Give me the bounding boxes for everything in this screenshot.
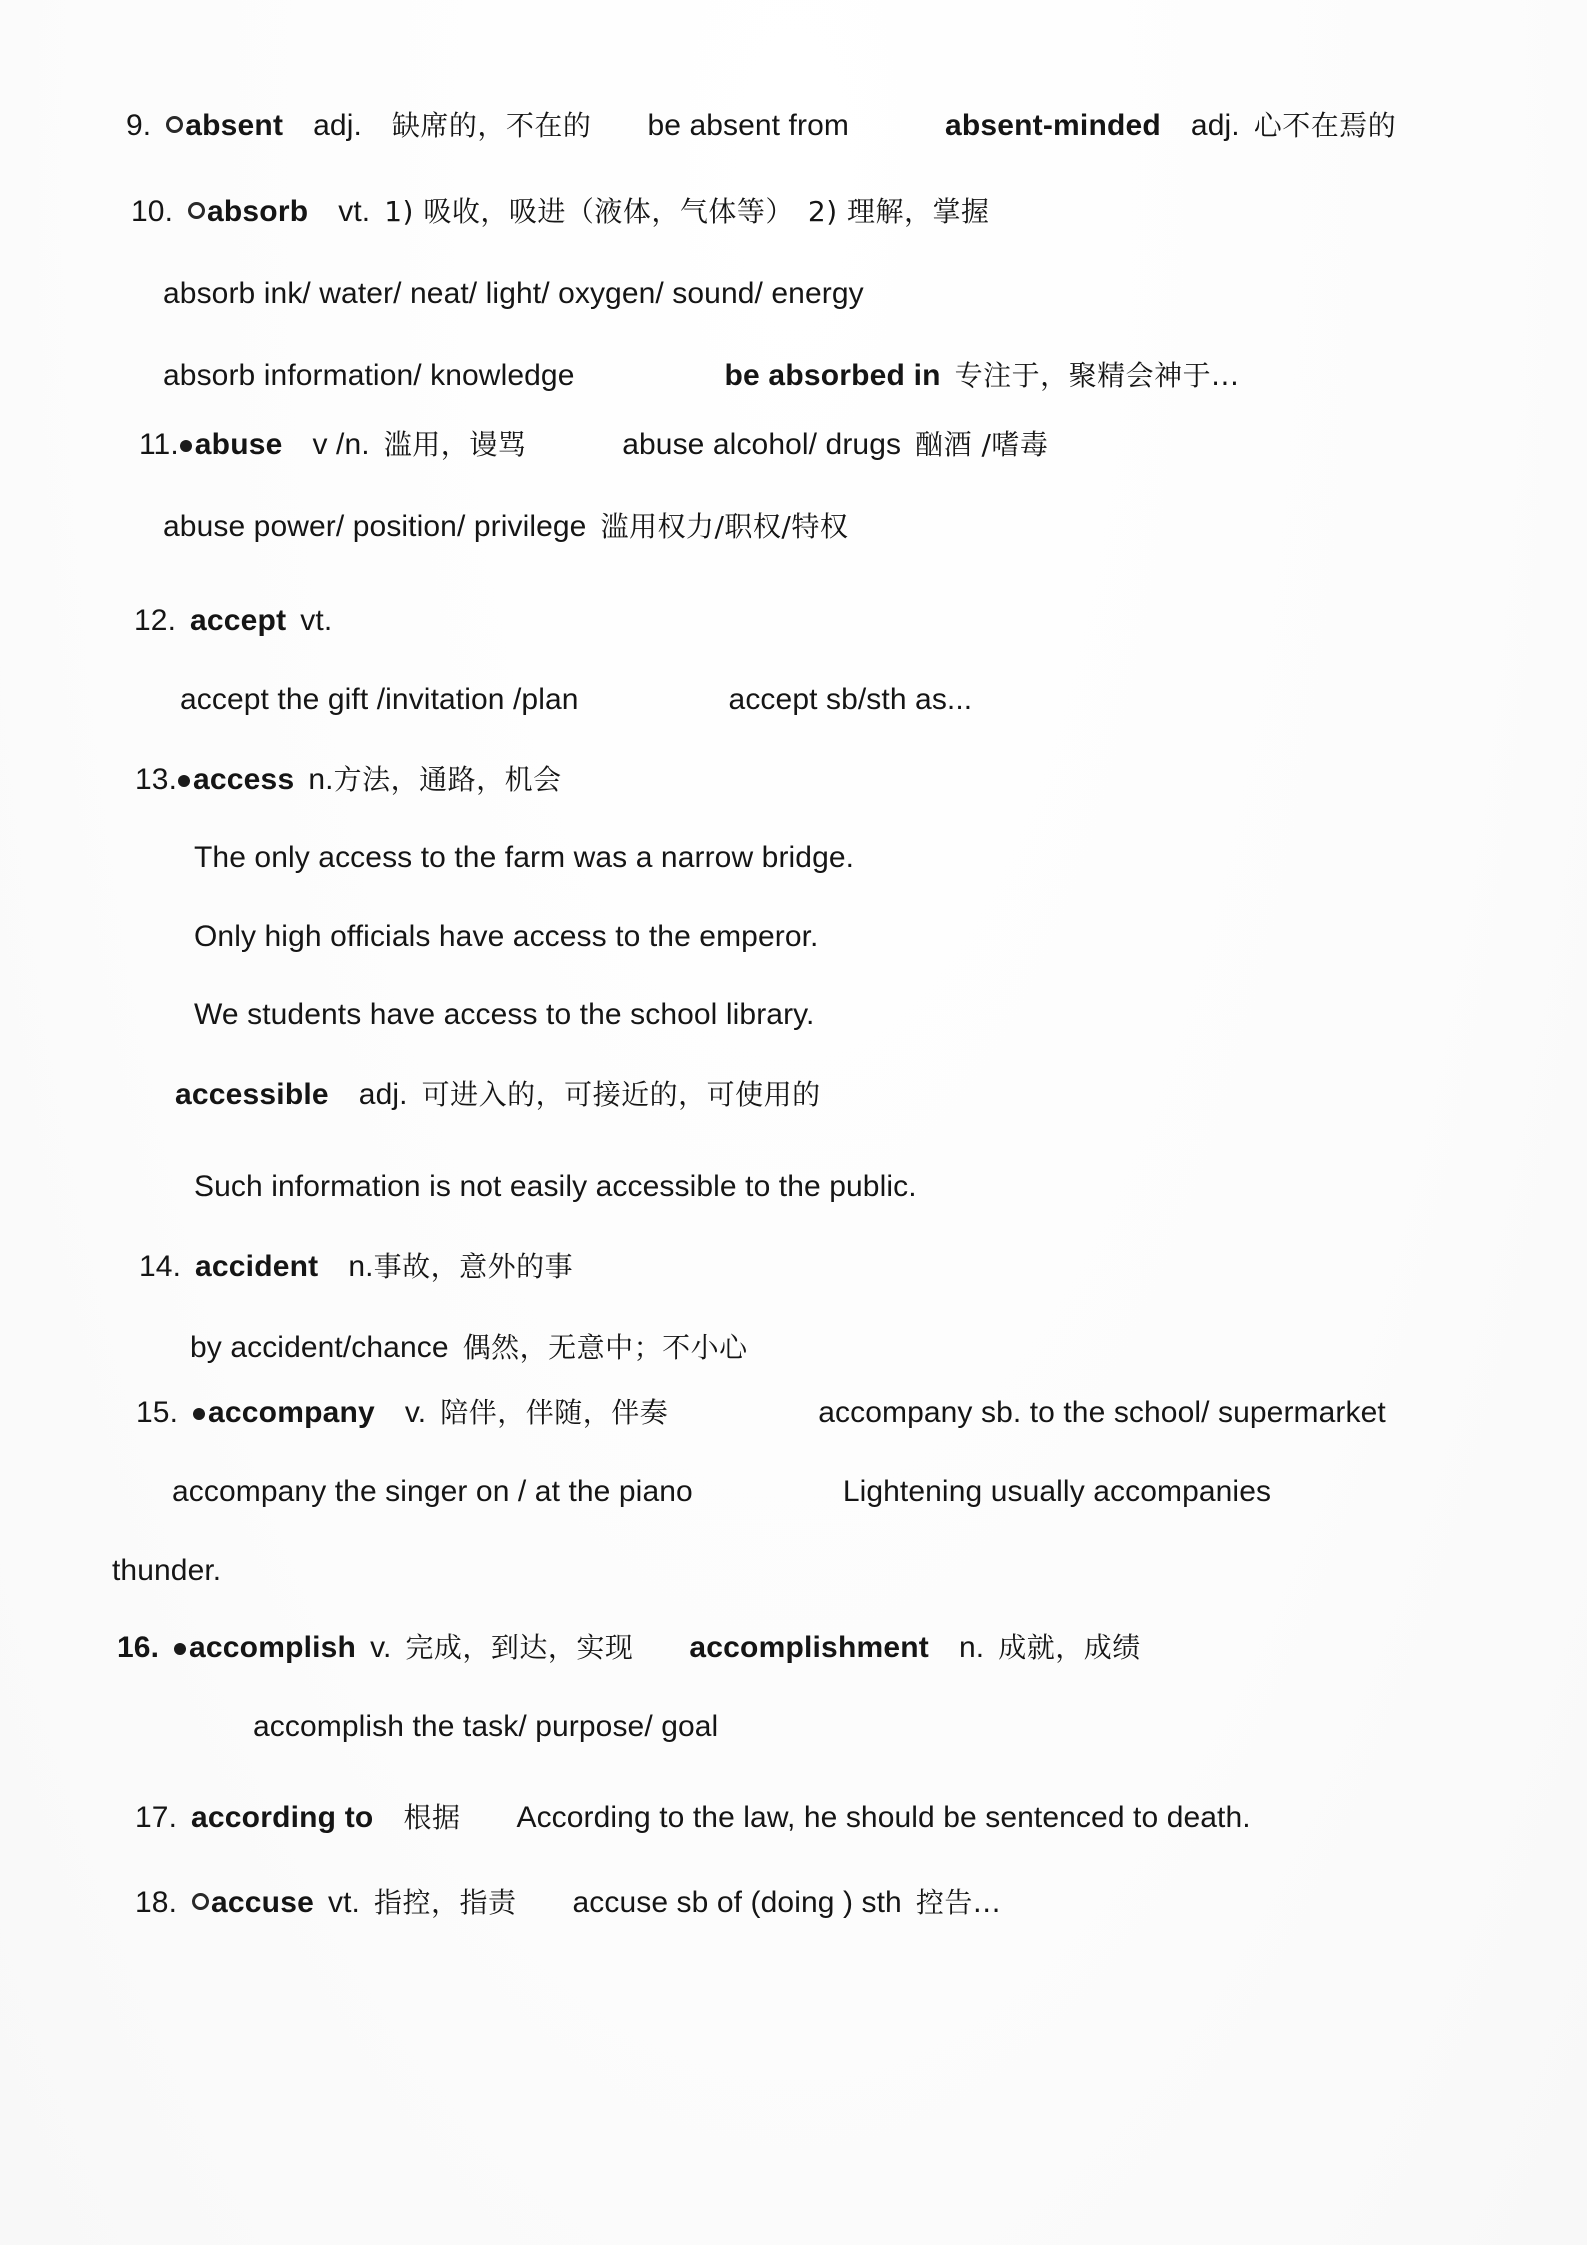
entry-10-line-1 — [131, 194, 990, 230]
entry-12-line-1 — [134, 603, 332, 639]
entry-14-phrase-cn: 偶然，无意中；不小心 — [462, 1331, 748, 1364]
entry-15-example-2: accompany the singer on / at the piano — [172, 1475, 693, 1508]
entry-10-phrase-gloss-cn: 专注于，聚精会神于... — [954, 359, 1240, 392]
entry-9-pos: adj. — [313, 109, 362, 142]
entry-14-line-1 — [139, 1249, 573, 1285]
entry-13-sentence-2-text: Only high officials have access to the emperor. — [194, 920, 819, 953]
entry-16-headword: accomplish — [189, 1631, 357, 1664]
entry-14-gloss-cn: 事故，意外的事 — [373, 1250, 574, 1283]
entry-15-headword: accompany — [208, 1396, 375, 1429]
entry-15-example-3-cont: thunder. — [112, 1554, 222, 1587]
entry-16-gloss-cn: 完成，到达，实现 — [405, 1631, 634, 1664]
entry-16-derived-pos: n. — [958, 1631, 985, 1664]
entry-11-line-1 — [139, 427, 1048, 463]
entry-18-example-en: accuse sb of (doing ) sth — [572, 1886, 902, 1919]
entry-12-line-2 — [180, 682, 972, 718]
entry-10-line-2 — [163, 276, 864, 312]
entry-9-derived-gloss-cn: 心不在焉的 — [1253, 109, 1397, 142]
entry-13-derived-sentence — [194, 1169, 917, 1205]
entry-17-sentence: According to the law, he should be sentenced to death. — [516, 1801, 1251, 1834]
entry-13-derived-gloss-cn: 可进入的，可接近的，可使用的 — [421, 1078, 821, 1111]
entry-16-derived-gloss-cn: 成就，成绩 — [998, 1631, 1141, 1664]
entry-10-number: 10. — [131, 195, 174, 228]
entry-12-number: 12. — [134, 604, 177, 637]
entry-13-gloss-cn: 方法，通路，机会 — [333, 763, 562, 796]
entry-18-headword: accuse — [211, 1886, 314, 1919]
entry-14-phrase-en: by accident/chance — [190, 1331, 449, 1364]
entry-13-line-1 — [135, 762, 562, 798]
entry-13-number: 13. — [135, 763, 178, 796]
entry-15-number: 15. — [136, 1396, 179, 1429]
ring-bullet-icon — [166, 116, 183, 133]
entry-11-example-1-cn: 酗酒 /嗜毒 — [915, 428, 1049, 461]
entry-14-line-2 — [190, 1330, 748, 1366]
entry-17-number: 17. — [135, 1801, 178, 1834]
entry-14-number: 14. — [139, 1250, 182, 1283]
entry-13-derived-line — [175, 1077, 821, 1113]
entry-11-number: 11. — [139, 428, 179, 461]
entry-15-line-2 — [172, 1474, 1271, 1510]
entry-12-headword: accept — [190, 604, 287, 637]
entry-10-sense-2: 2) 理解，掌握 — [807, 195, 990, 228]
entry-13-sentence-3 — [194, 997, 814, 1033]
entry-18-gloss-cn: 指控，指责 — [373, 1886, 517, 1919]
entry-16-line-2 — [253, 1709, 718, 1745]
entry-18-line-1 — [135, 1885, 1001, 1921]
entry-11-example-1-en: abuse alcohol/ drugs — [622, 428, 902, 461]
entry-11-example-2-en: abuse power/ position/ privilege — [163, 510, 587, 543]
entry-13-derived-pos: adj. — [358, 1078, 408, 1111]
entry-10-headword: absorb — [207, 195, 309, 228]
entry-14-headword: accident — [195, 1250, 319, 1283]
entry-17-headword: according to — [191, 1801, 374, 1834]
entry-10-phrase-bold: be absorbed in — [724, 359, 941, 392]
dot-bullet-icon — [193, 1408, 205, 1420]
dot-bullet-icon — [178, 775, 190, 787]
entry-13-derived: accessible — [175, 1078, 329, 1111]
entry-17-gloss-cn: 根据 — [403, 1801, 461, 1834]
entry-16-example-1: accomplish the task/ purpose/ goal — [253, 1710, 719, 1743]
entry-13-sentence-2 — [194, 919, 818, 955]
entry-10-sense-1: 1) 吸收，吸进（液体，气体等） — [384, 195, 794, 228]
entry-10-pos: vt. — [338, 195, 371, 228]
entry-13-sentence-1 — [194, 840, 854, 876]
entry-10-collocations: absorb ink/ water/ neat/ light/ oxygen/ sound/ energy — [163, 277, 864, 310]
entry-12-example-1: accept the gift /invitation /plan — [180, 683, 579, 716]
ring-bullet-icon — [192, 1893, 209, 1910]
entry-13-sentence-3-text: We students have access to the school library. — [194, 998, 815, 1031]
entry-16-pos: v. — [370, 1631, 392, 1664]
entry-15-gloss-cn: 陪伴，伴随，伴奏 — [440, 1396, 669, 1429]
entry-15-example-1: accompany sb. to the school/ supermarket — [818, 1396, 1386, 1429]
entry-13-derived-sentence-text: Such information is not easily accessible to the public. — [194, 1170, 917, 1203]
entry-15-example-3: Lightening usually accompanies — [842, 1475, 1272, 1508]
entry-11-pos: v /n. — [312, 428, 370, 461]
entry-11-line-2 — [163, 509, 848, 545]
entry-13-pos: n. — [308, 763, 334, 796]
entry-11-example-2-cn: 滥用权力/职权/特权 — [600, 510, 849, 543]
entry-9-derived-pos: adj. — [1190, 109, 1240, 142]
entry-9-line-1 — [126, 108, 1396, 144]
entry-16-line-1 — [117, 1630, 1141, 1666]
entry-15-pos: v. — [404, 1396, 427, 1429]
entry-9-derived: absent-minded — [944, 109, 1161, 142]
entry-17-line-1 — [135, 1800, 1251, 1836]
entry-13-headword: access — [193, 763, 295, 796]
entry-9-headword: absent — [185, 109, 284, 142]
ring-bullet-icon — [188, 202, 205, 219]
entry-9-number: 9. — [126, 109, 152, 142]
entry-13-sentence-1-text: The only access to the farm was a narrow bridge. — [194, 841, 855, 874]
entry-12-pos: vt. — [300, 604, 333, 637]
entry-11-gloss-cn: 滥用，谩骂 — [383, 428, 527, 461]
entry-18-number: 18. — [135, 1886, 178, 1919]
entry-11-headword: abuse — [194, 428, 283, 461]
entry-15-line-3 — [112, 1553, 221, 1589]
entry-18-example-cn: 控告... — [915, 1886, 1002, 1919]
entry-9-phrase: be absent from — [647, 109, 849, 142]
entry-12-example-2: accept sb/sth as... — [728, 683, 973, 716]
entry-18-pos: vt. — [327, 1886, 360, 1919]
entry-10-line-3 — [163, 358, 1239, 394]
entry-14-pos: n. — [348, 1250, 374, 1283]
entry-16-number: 16. — [117, 1631, 160, 1664]
entry-9-gloss-cn: 缺席的，不在的 — [391, 109, 592, 142]
dot-bullet-icon — [180, 440, 192, 452]
entry-16-derived: accomplishment — [689, 1631, 929, 1664]
entry-10-collocations-2: absorb information/ knowledge — [163, 359, 575, 392]
dot-bullet-icon — [174, 1643, 186, 1655]
entry-15-line-1 — [136, 1395, 1386, 1431]
